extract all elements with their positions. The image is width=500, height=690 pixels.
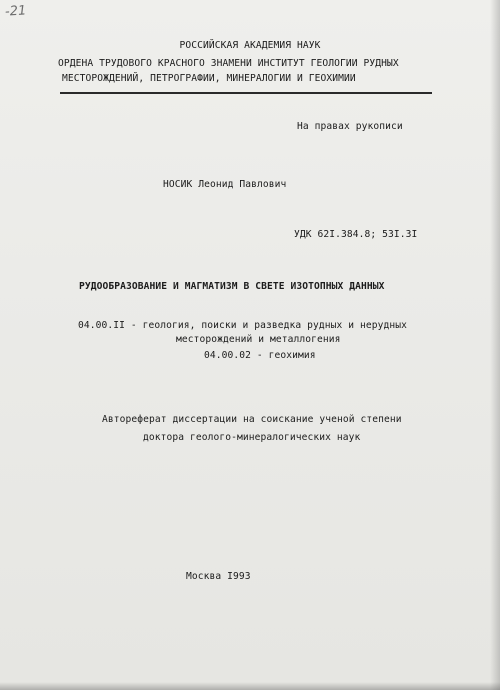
specialty-line3: 04.00.02 - геохимия (204, 350, 316, 361)
specialty-line1: 04.00.II - геология, поиски и разведка рудных и нерудных (78, 320, 408, 331)
place-and-year: Москва I993 (186, 571, 251, 582)
manuscript-rights-note: На правах рукописи (297, 121, 403, 132)
academy-name: РОССИЙСКАЯ АКАДЕМИЯ НАУК (179, 40, 321, 51)
header-divider (60, 92, 432, 94)
dissertation-title: РУДООБРАЗОВАНИЕ И МАГМАТИЗМ В СВЕТЕ ИЗОТОПНЫХ ДАННЫХ (79, 281, 385, 292)
abstract-line2: доктора геолого-минералогических наук (143, 432, 361, 443)
abstract-line1: Автореферат диссертации на соискание ученой степени (102, 414, 402, 425)
institute-name-line2: МЕСТОРОЖДЕНИЙ, ПЕТРОГРАФИИ, МИНЕРАЛОГИИ И ГЕОХИМИИ (62, 73, 356, 84)
handwritten-page-number: -21 (4, 3, 27, 20)
scan-bottom-shadow (0, 682, 500, 690)
scan-edge-shadow (490, 0, 500, 690)
udk-code: УДК 62I.384.8; 53I.3I (294, 229, 418, 240)
specialty-line2: месторождений и металлогения (176, 334, 341, 345)
author-name: НОСИК Леонид Павлович (163, 179, 287, 190)
institute-name-line1: ОРДЕНА ТРУДОВОГО КРАСНОГО ЗНАМЕНИ ИНСТИТУТ ГЕОЛОГИИ РУДНЫХ (58, 58, 399, 69)
